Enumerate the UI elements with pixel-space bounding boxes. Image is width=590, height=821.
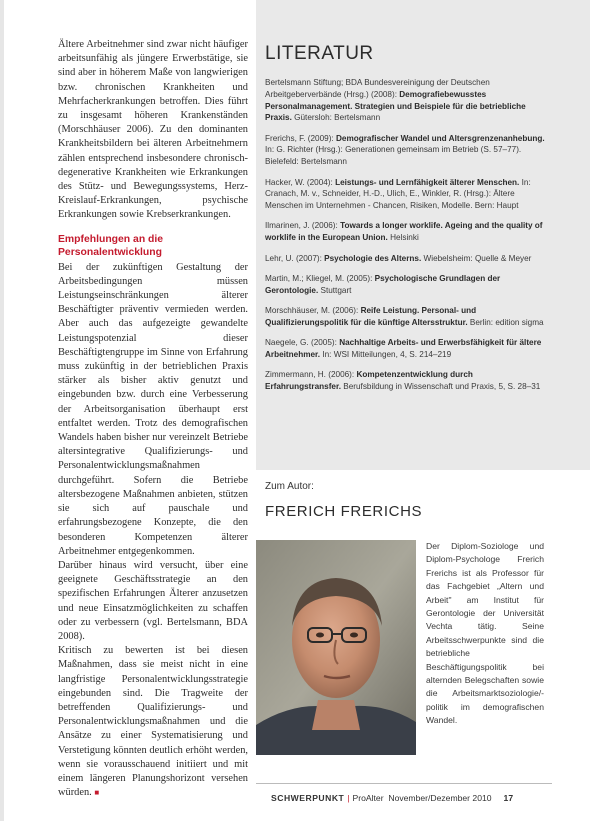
page-footer [271,793,513,803]
author-portrait-photo [256,540,416,755]
footer-magazine: ProAlter [352,793,384,803]
article-paragraph [58,644,248,800]
literature-entry: Martin, M.; Kliegel, M. (2005): Psychologische Grundlagen der Gerontologie. Stuttgart [265,273,501,295]
article-paragraph: Darüber hinaus wird versucht, über eine geeignete Geschäftsstrategie an den spezifischen Erfahrungen Älterer anzusetzen und neue Einsatzmöglichkeiten zu schaffen oder zu verbessern (vgl. Bertelsmann, BDA 2008). [58,559,248,642]
literature-list [265,77,548,401]
literature-entry: Naegele, G. (2005): Nachhaltige Arbeits- und Erwerbsfähigkeit für ältere Arbeitnehmer. In: WSI Mitteilungen, 4, S. 214–219 [265,338,542,359]
end-of-article-mark: ■ [94,788,100,798]
literature-entry: Morschhäuser, M. (2006): Reife Leistung. Personal- und Qualifizierungspolitik für die künftige Altersstruktur. Berlin: edition sigma [265,305,544,327]
section-heading: Empfehlungen an die Personalentwicklung [58,233,164,258]
page-number: 17 [503,793,514,803]
literature-entry: Bertelsmann Stiftung; BDA Bundesvereinigung der Deutschen Arbeitgeberverbände (Hrsg.) (2008): Demografiebewusstes Personalmanagement. Strategien und Beispiele für die betriebliche Praxis. Gütersloh: Bertelsmann [265,78,526,123]
literature-title: LITERATUR [265,43,374,64]
author-bio: Der Diplom-Soziologe und Diplom-Psychologe Frerich Frerichs ist als Professor für das Fachgebiet „Altern und Arbeit" am Institut für Gerontologie der Universität Vechta tätig. Seine Arbeitsschwerpunkte sind die betriebliche Beschäftigungspolitik bei alternden Belegschaften sowie die Arbeitsmarktsoziologie/-politik im demografischen Wandel. [426,541,544,726]
article-paragraph: Bei der zukünftigen Gestaltung der Arbeitsbedingungen müssen Leistungseinschränkungen älterer Beschäftigter präventiv vermieden werden. Aber auch das aufgezeigte gewandelte Leistungspotenzial dieser Beschäftigtengruppe im Sinne von Erfahrung muss zukünftig in der betrieblichen Praxis stärker als bisher aktiv genutzt und eingebunden bzw. durch eine Verbesserung der Arbeitsorganisation überhaupt erst entfaltet werden. Trotz des demografischen Wandels haben bisher nur vereinzelt Betriebe altersintegrative Qualifizierungs- und Personalentwicklungsmaßnahmen durchgeführt. Sofern die Betriebe altersbezogene Maßnahmen anbieten, stützen sie sich auf pauschale und erfahrungsbezogene Konzepte, die den besonderen Kompetenzen älterer Arbeitnehmer entgegenkommen. [58,261,248,557]
main-article-column [58,38,248,800]
article-paragraph-text: Kritisch zu bewerten ist bei diesen Maßnahmen, dass sie meist nicht in eine langfristige Personalentwicklungsstrategie eingebunden sind. Die Tragweite der betreffenden Qualifizierungs- und Personalentwicklungsmaßnahmen und die Ansätze zu einer Systematisierung und Verstetigung könnten deutlich erhöht werden, wenn sie vorausschauend initiiert und mit einem längeren Planungshorizont versehen würden. [58,645,248,799]
author-name-heading: FRERICH FRERICHS [265,503,423,520]
literature-entry: Frerichs, F. (2009): Demografischer Wandel und Altersgrenzenanhebung. In: G. Richter (Hrsg.): Generationen gemeinsam im Betrieb (S. 57–77). Bielefeld: Bertelsmann [265,133,545,167]
literature-entry: Ilmarinen, J. (2006): Towards a longer worklife. Ageing and the quality of worklife in the European Union. Helsinki [265,221,543,243]
literature-entry: Hacker, W. (2004): Leistungs- und Lernfähigkeit älterer Menschen. In: Cranach, M. v., Schneider, H.-D., Ulich, E., Winkler, R. (Hrsg.): Ältere Menschen im Unternehmen - Chancen, Risiken, Modelle. Bern: Haupt [265,177,531,211]
literature-entry: Lehr, U. (2007): Psychologie des Alterns. Wiebelsheim: Quelle & Meyer [265,253,532,263]
footer-issue: November/Dezember 2010 [388,793,492,803]
footer-separator: | [347,793,350,803]
author-label: Zum Autor: [265,481,314,492]
literature-entry: Zimmermann, H. (2006): Kompetenzentwicklung durch Erfahrungstransfer. Berufsbildung in Wissenschaft und Praxis, 5, S. 28–31 [265,370,541,391]
page-edge [0,0,4,821]
footer-section: SCHWERPUNKT [271,793,345,803]
article-paragraph: Ältere Arbeitnehmer sind zwar nicht häufiger arbeitsunfähig als jüngere Erwerbstätige, sie sind aber in höherem Maße von langwierigen bzw. chronischen Krankheiten und Mehrfacherkrankungen betroffen. Dies führt zu insgesamt höheren Krankenständen (Morschhäuser 2006). Zu den dominanten Krankheitsbildern bei älteren Arbeitnehmern zählen entsprechend insbesondere chronisch-degenerative Krankheiten wie Erkrankungen des Stütz- und Bewegungssystems, Herz-Kreislauf-Erkrankungen, psychische Erkrankungen sowie Krebserkrankungen. [58,39,248,221]
footer-divider [256,783,552,784]
